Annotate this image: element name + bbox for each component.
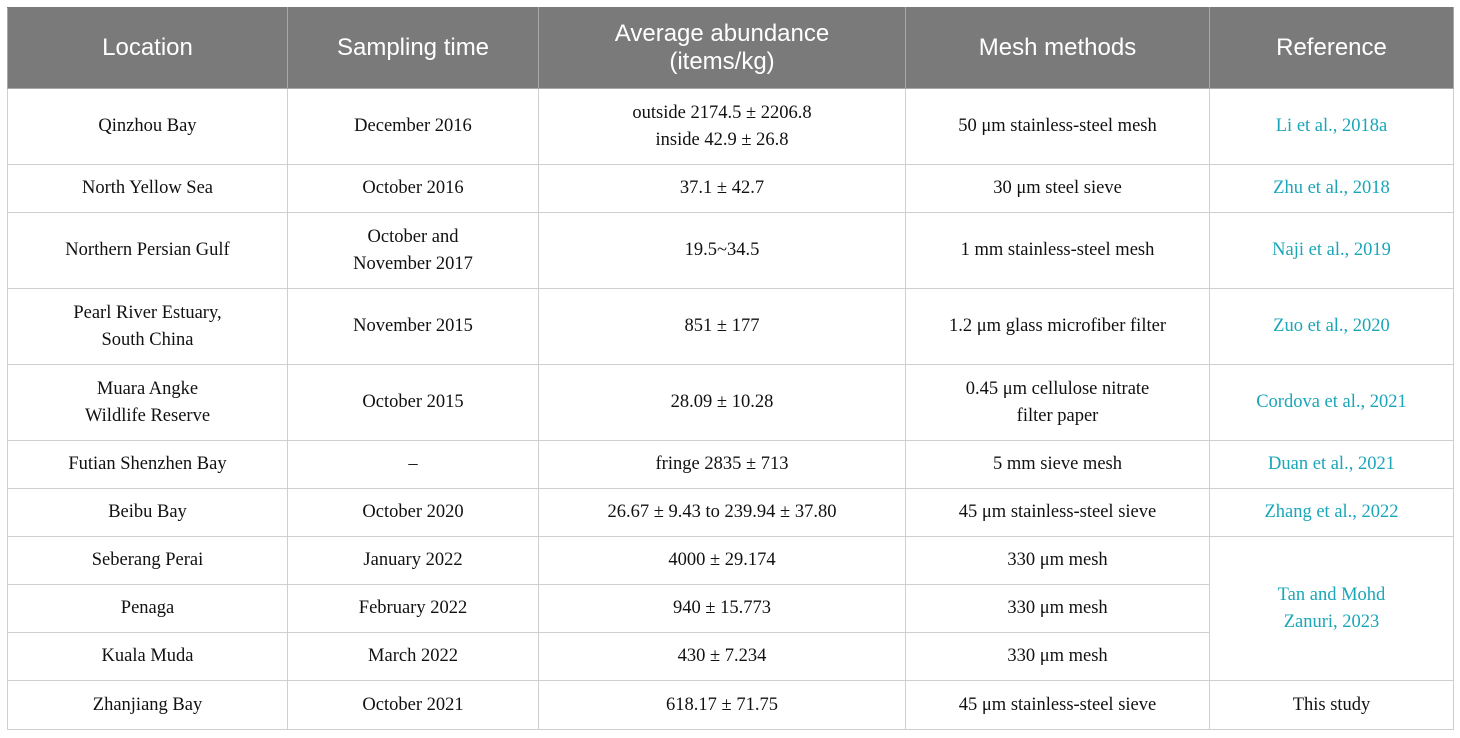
cell-location xyxy=(8,213,288,289)
cell-mesh-method xyxy=(906,681,1210,730)
cell-average-abundance xyxy=(539,89,906,165)
table-row xyxy=(8,165,1454,213)
cell-location xyxy=(8,441,288,489)
cell-average-abundance xyxy=(539,681,906,730)
cell-average-abundance xyxy=(539,633,906,681)
cell-location xyxy=(8,165,288,213)
cell-mesh-method xyxy=(906,441,1210,489)
cell-mesh-method xyxy=(906,165,1210,213)
cell-sampling-time xyxy=(288,89,539,165)
table-row xyxy=(8,89,1454,165)
cell-average-abundance xyxy=(539,585,906,633)
cell-location-text: Penaga xyxy=(120,598,175,618)
cell-mesh-method-text: 330 μm mesh xyxy=(1007,598,1108,618)
cell-average-abundance-text: 618.17 ± 71.75 xyxy=(666,694,778,715)
cell-location-text: Qinzhou Bay xyxy=(98,116,197,136)
table-row xyxy=(8,681,1454,730)
cell-sampling-time-text: October 2020 xyxy=(362,502,464,522)
cell-location xyxy=(8,633,288,681)
cell-sampling-time-text: October 2015 xyxy=(362,392,464,412)
cell-sampling-time-text: November 2017 xyxy=(353,253,473,274)
cell-reference[interactable] xyxy=(1210,289,1454,365)
cell-average-abundance-text: inside 42.9 ± 26.8 xyxy=(655,129,789,150)
cell-sampling-time xyxy=(288,213,539,289)
cell-reference-text: Zanuri, 2023 xyxy=(1283,611,1380,632)
cell-reference xyxy=(1210,681,1454,730)
cell-location xyxy=(8,585,288,633)
cell-sampling-time-text: October 2016 xyxy=(362,178,464,198)
cell-sampling-time xyxy=(288,537,539,585)
header-location: Location xyxy=(8,8,288,89)
cell-average-abundance xyxy=(539,441,906,489)
cell-sampling-time xyxy=(288,365,539,441)
cell-mesh-method-text: 5 mm sieve mesh xyxy=(993,454,1122,474)
cell-reference[interactable] xyxy=(1210,441,1454,489)
cell-average-abundance-text: 851 ± 177 xyxy=(684,316,760,336)
cell-reference-text: Duan et al., 2021 xyxy=(1268,454,1395,474)
cell-mesh-method xyxy=(906,633,1210,681)
cell-location-text: North Yellow Sea xyxy=(81,178,214,198)
cell-reference-text: Naji et al., 2019 xyxy=(1272,240,1391,260)
cell-average-abundance-text: 26.67 ± 9.43 to 239.94 ± 37.80 xyxy=(607,502,837,522)
cell-mesh-method-text: filter paper xyxy=(1016,405,1099,426)
cell-average-abundance xyxy=(539,165,906,213)
cell-average-abundance-text: fringe 2835 ± 713 xyxy=(655,454,789,474)
cell-average-abundance-text: outside 2174.5 ± 2206.8 xyxy=(632,102,812,123)
cell-mesh-method xyxy=(906,365,1210,441)
cell-location-text: Wildlife Reserve xyxy=(84,405,211,426)
cell-mesh-method-text: 1.2 μm glass microfiber filter xyxy=(949,316,1166,336)
table-body xyxy=(8,89,1454,730)
cell-sampling-time-text: October 2021 xyxy=(362,694,464,715)
cell-mesh-method-text: 50 μm stainless-steel mesh xyxy=(958,116,1157,136)
cell-sampling-time xyxy=(288,441,539,489)
cell-reference-text: This study xyxy=(1292,694,1371,715)
cell-mesh-method-text: 330 μm mesh xyxy=(1007,646,1108,666)
cell-average-abundance-text: 940 ± 15.773 xyxy=(672,598,772,618)
cell-average-abundance-text: 19.5~34.5 xyxy=(684,240,760,260)
cell-sampling-time xyxy=(288,489,539,537)
cell-average-abundance-text: 430 ± 7.234 xyxy=(677,646,767,666)
cell-reference[interactable] xyxy=(1210,165,1454,213)
cell-reference-text: Tan and Mohd xyxy=(1277,584,1386,605)
cell-sampling-time-text: November 2015 xyxy=(353,316,473,336)
cell-location-text: South China xyxy=(101,329,194,350)
table-row xyxy=(8,289,1454,365)
cell-mesh-method-text: 1 mm stainless-steel mesh xyxy=(960,240,1155,260)
table-row xyxy=(8,213,1454,289)
header-sampling-time: Sampling time xyxy=(288,8,539,89)
table-row xyxy=(8,441,1454,489)
cell-location-text: Zhanjiang Bay xyxy=(92,694,203,715)
cell-location-text: Seberang Perai xyxy=(91,550,204,570)
comparison-table xyxy=(7,7,1454,730)
header-average-abundance xyxy=(539,8,906,89)
header-reference: Reference xyxy=(1210,8,1454,89)
cell-location xyxy=(8,289,288,365)
cell-sampling-time-text: – xyxy=(408,454,418,474)
cell-average-abundance xyxy=(539,289,906,365)
cell-sampling-time-text: October and xyxy=(367,226,459,247)
cell-sampling-time-text: March 2022 xyxy=(368,646,458,666)
cell-average-abundance xyxy=(539,489,906,537)
cell-mesh-method xyxy=(906,585,1210,633)
cell-location-text: Pearl River Estuary, xyxy=(73,302,222,323)
cell-sampling-time xyxy=(288,681,539,730)
cell-reference[interactable] xyxy=(1210,213,1454,289)
cell-sampling-time xyxy=(288,633,539,681)
cell-location-text: Kuala Muda xyxy=(101,646,194,666)
header-abundance-unit: (items/kg) xyxy=(669,48,775,75)
cell-mesh-method-text: 0.45 μm cellulose nitrate xyxy=(965,378,1150,399)
cell-reference-text: Zhang et al., 2022 xyxy=(1264,502,1399,522)
cell-location xyxy=(8,365,288,441)
cell-sampling-time-text: December 2016 xyxy=(354,116,472,136)
cell-location xyxy=(8,489,288,537)
cell-reference[interactable] xyxy=(1210,489,1454,537)
cell-average-abundance xyxy=(539,537,906,585)
cell-mesh-method-text: 45 μm stainless-steel sieve xyxy=(958,694,1157,715)
cell-mesh-method-text: 45 μm stainless-steel sieve xyxy=(958,502,1157,522)
cell-mesh-method xyxy=(906,213,1210,289)
cell-location xyxy=(8,89,288,165)
cell-reference-text: Li et al., 2018a xyxy=(1275,116,1388,136)
cell-mesh-method xyxy=(906,89,1210,165)
cell-reference[interactable] xyxy=(1210,365,1454,441)
header-row xyxy=(8,8,1454,89)
cell-average-abundance-text: 28.09 ± 10.28 xyxy=(670,392,774,412)
cell-location xyxy=(8,537,288,585)
cell-mesh-method xyxy=(906,489,1210,537)
header-abundance-line: Average abundance xyxy=(614,20,830,47)
cell-reference[interactable] xyxy=(1210,537,1454,681)
cell-location-text: Northern Persian Gulf xyxy=(65,240,230,260)
cell-mesh-method xyxy=(906,537,1210,585)
cell-reference-text: Zhu et al., 2018 xyxy=(1273,178,1390,198)
cell-sampling-time-text: February 2022 xyxy=(358,598,468,618)
cell-average-abundance-text: 4000 ± 29.174 xyxy=(668,550,776,570)
table-header xyxy=(8,8,1454,89)
cell-mesh-method xyxy=(906,289,1210,365)
cell-mesh-method-text: 330 μm mesh xyxy=(1007,550,1108,570)
cell-reference[interactable] xyxy=(1210,89,1454,165)
cell-location xyxy=(8,681,288,730)
table-row xyxy=(8,537,1454,585)
cell-mesh-method-text: 30 μm steel sieve xyxy=(993,178,1122,198)
cell-sampling-time xyxy=(288,289,539,365)
cell-sampling-time xyxy=(288,585,539,633)
table-row xyxy=(8,489,1454,537)
cell-reference-text: Cordova et al., 2021 xyxy=(1256,392,1407,412)
table-row xyxy=(8,365,1454,441)
cell-location-text: Beibu Bay xyxy=(108,502,187,522)
cell-reference-text: Zuo et al., 2020 xyxy=(1273,316,1390,336)
cell-sampling-time xyxy=(288,165,539,213)
cell-average-abundance xyxy=(539,365,906,441)
cell-average-abundance xyxy=(539,213,906,289)
cell-sampling-time-text: January 2022 xyxy=(363,550,463,570)
header-mesh-methods: Mesh methods xyxy=(906,8,1210,89)
cell-location-text: Muara Angke xyxy=(96,378,199,399)
cell-location-text: Futian Shenzhen Bay xyxy=(68,454,227,474)
cell-average-abundance-text: 37.1 ± 42.7 xyxy=(679,178,765,198)
